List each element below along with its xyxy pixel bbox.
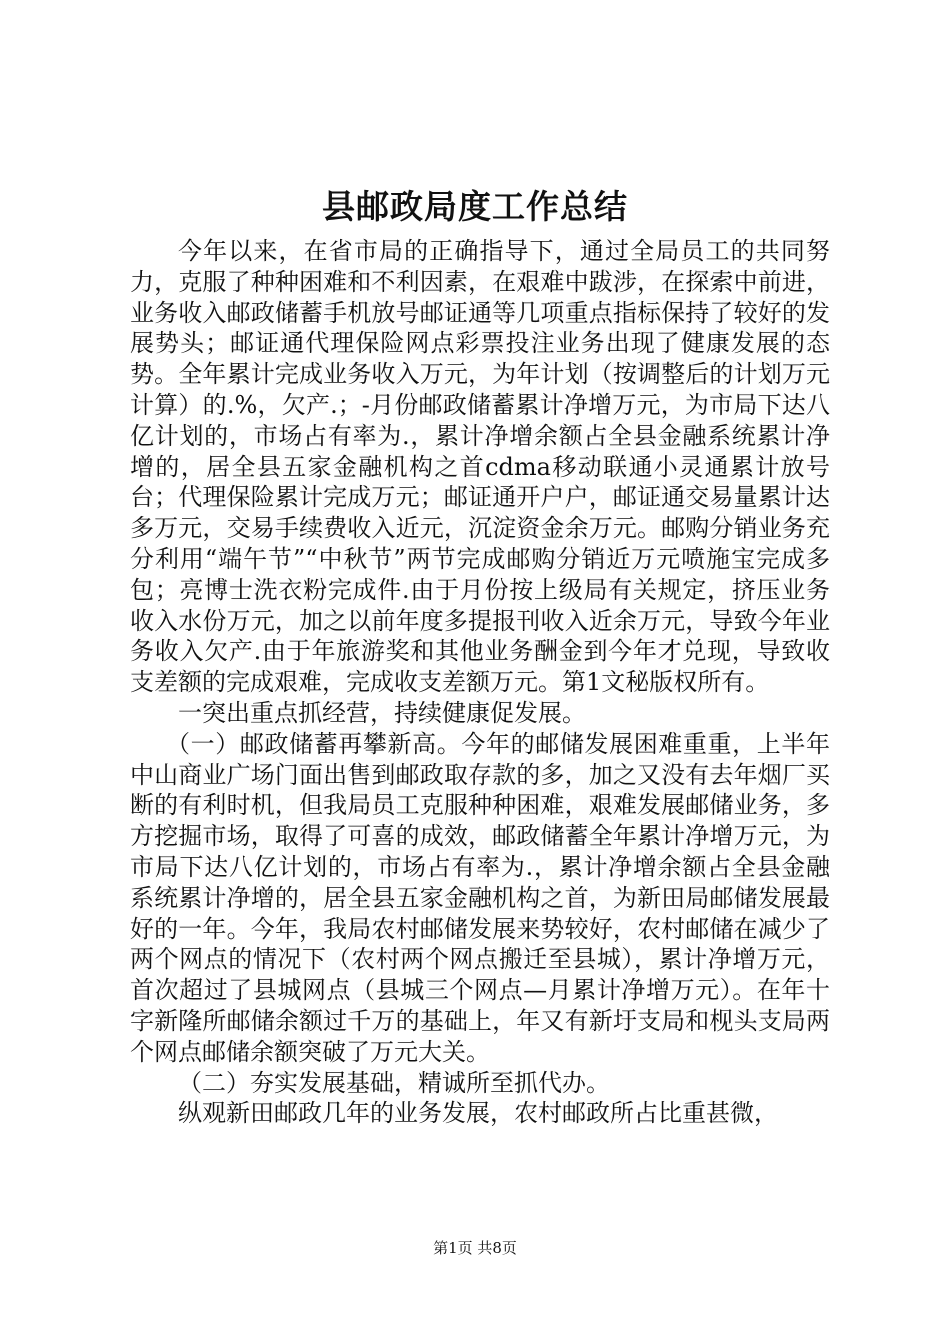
subsection-heading: （二）夯实发展基础，精诚所至抓代办。 bbox=[178, 1068, 610, 1097]
paragraph-intro: 今年以来，在省市局的正确指导下，通过全局员工的共同努力，克服了种种困难和不利因素，在艰难中跋涉，在探索中前进，业务收入邮政储蓄手机放号邮证通等几项重点指标保持了较好的发展势头；邮证通代理保险网点彩票投注业务出现了健康发展的态势。全年累计完成业务收入万元，为年计划（按调整后的计划万元计算）的.%，欠产.；-月份邮政储蓄累计净增万元，为市局下达八亿计划的，市场占有率为.，累计净增余额占全县金融系统累计净增的，居全县五家金融机构之首cdma移动联通小灵通累计放号台；代理保险累计完成万元；邮证通开户户，邮证通交易量累计达多万元，交易手续费收入近元，沉淀资金余万元。邮购分销业务充分利用“端午节”“中秋节”两节完成邮购分销近万元喷施宝完成多包；亮博士洗衣粉完成件.由于月份按上级局有关规定，挤压业务收入水份万元，加之以前年度多提报刊收入近余万元，导致今年业务收入欠产.由于年旅游奖和其他业务酬金到今年才兑现，导致收支差额的完成艰难，完成收支差额万元。第1文秘版权所有。 bbox=[130, 237, 830, 697]
document-title: 县邮政局度工作总结 bbox=[322, 187, 628, 226]
page-number-footer: 第1页 共8页 bbox=[433, 1239, 517, 1257]
paragraph-rural: 纵观新田邮政几年的业务发展，农村邮政所占比重甚微， bbox=[178, 1099, 778, 1128]
document-body bbox=[130, 236, 830, 1129]
paragraph-savings: （一）邮政储蓄再攀新高。今年的邮储发展困难重重，上半年中山商业广场门面出售到邮政取存款的多，加之又没有去年烟厂买断的有利时机，但我局员工克服种种困难，艰难发展邮储业务，多方挖掘市场，取得了可喜的成效，邮政储蓄全年累计净增万元，为市局下达八亿计划的，市场占有率为.，累计净增余额占全县金融系统累计净增的，居全县五家金融机构之首，为新田局邮储发展最好的一年。今年，我局农村邮储发展来势较好，农村邮储在减少了两个网点的情况下（农村两个网点搬迁至县城），累计净增万元，首次超过了县城网点（县城三个网点—月累计净增万元）。在年十字新隆所邮储余额过千万的基础上，年又有新圩支局和枧头支局两个网点邮储余额突破了万元大关。 bbox=[130, 729, 830, 1066]
section-heading: 一突出重点抓经营，持续健康促发展。 bbox=[178, 698, 586, 727]
